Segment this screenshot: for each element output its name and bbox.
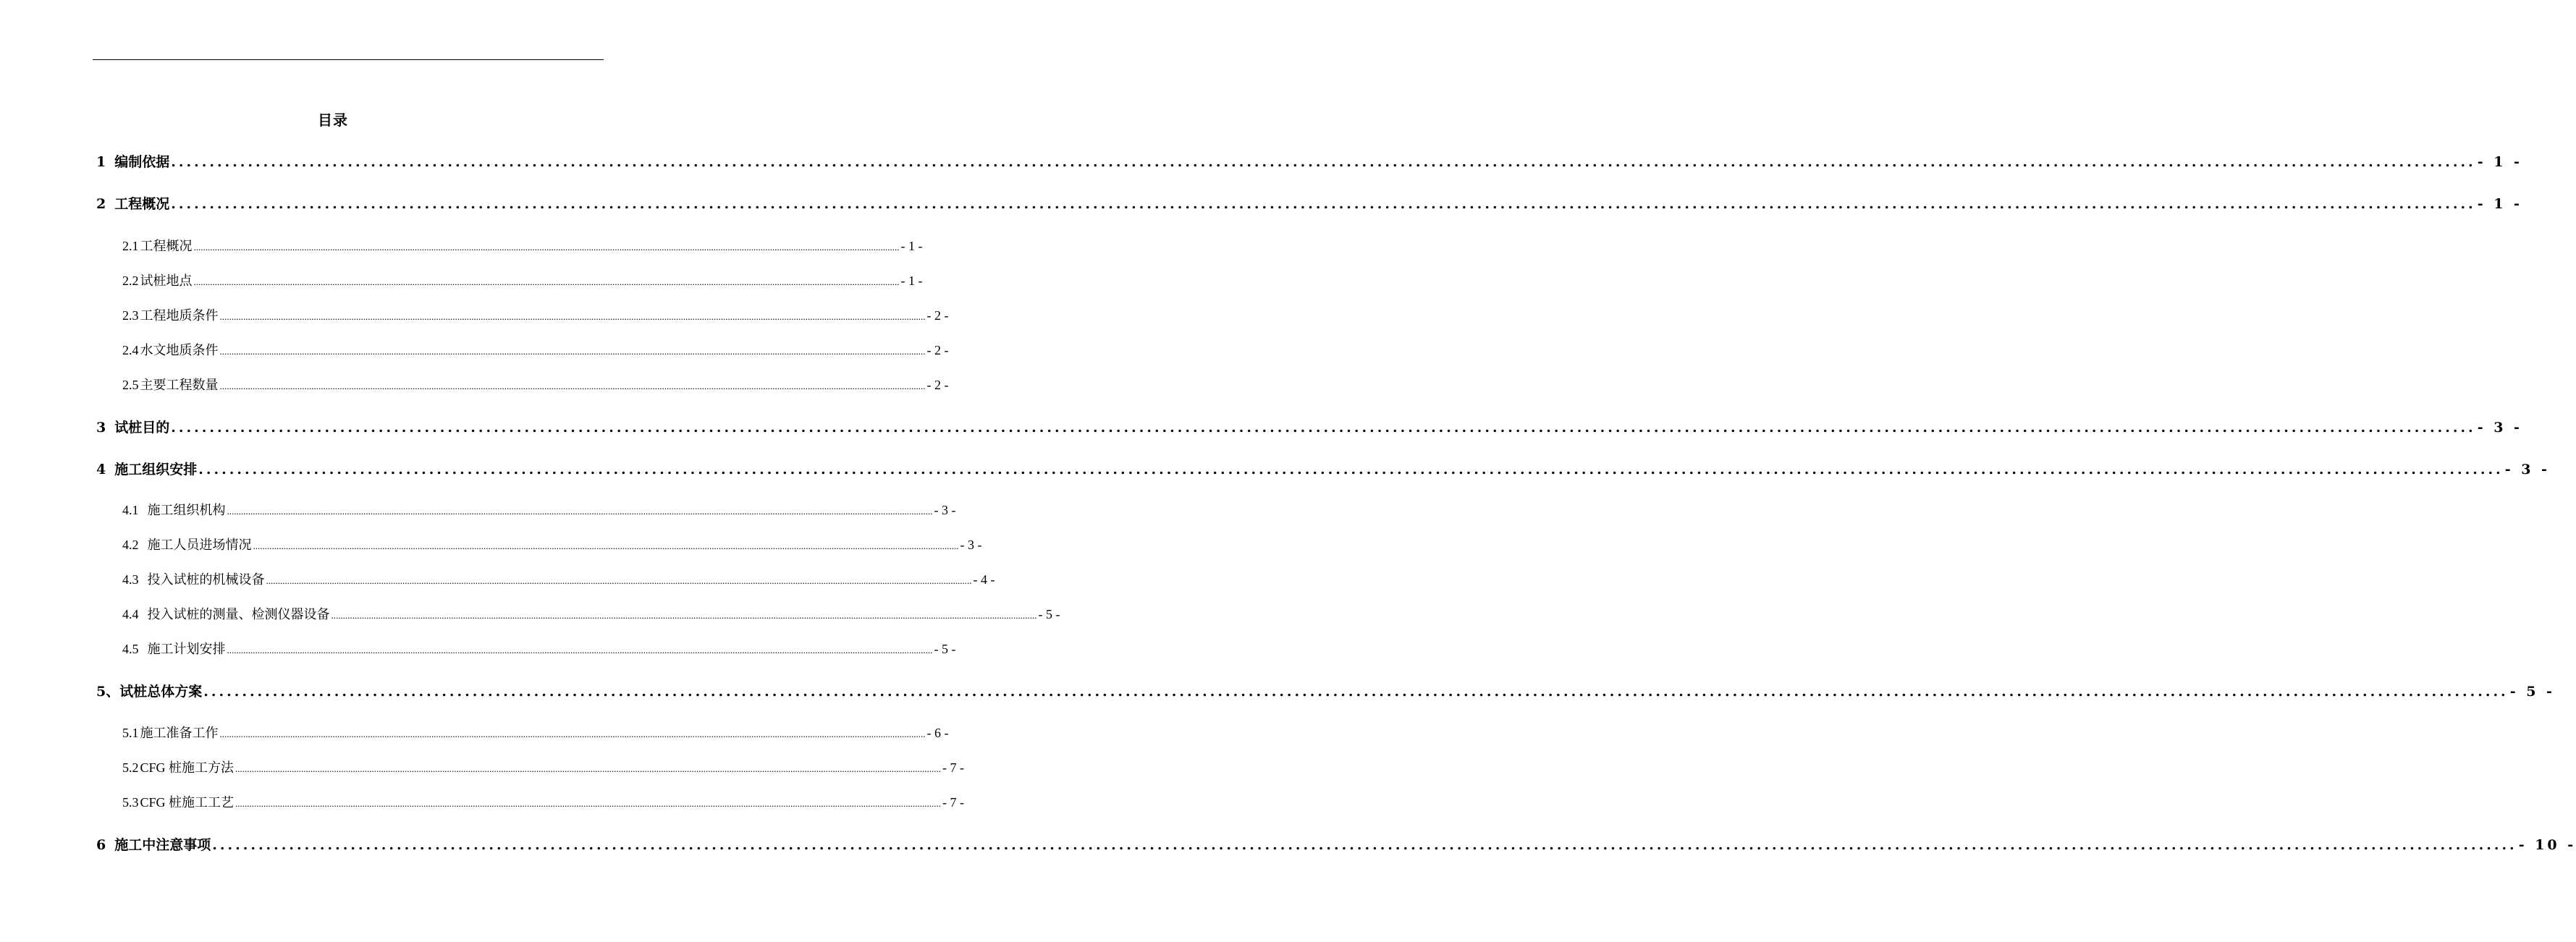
toc-entry-number: 3 bbox=[96, 420, 106, 436]
toc-entry-number: 2.1 bbox=[122, 239, 139, 253]
toc-dot-leader: ............................................................................................................................................................................................................................................................................................................ bbox=[193, 242, 900, 253]
toc-entry-title: 水文地质条件 bbox=[140, 343, 219, 357]
toc-entry-page: - 1 - bbox=[2477, 154, 2522, 170]
toc-dot-leader: ............................................................................................................................................................................................................................................................................................................ bbox=[203, 684, 2509, 700]
toc-subentry[interactable] bbox=[122, 604, 1060, 623]
toc-entry-title: 工程概况 bbox=[114, 196, 170, 212]
toc-entry-number: 5.3 bbox=[122, 795, 139, 810]
toc-subentry[interactable] bbox=[122, 271, 923, 289]
toc-entry-number: 2 bbox=[96, 196, 106, 212]
toc-entry-page: - 1 - bbox=[2477, 196, 2522, 212]
toc-dot-leader: ............................................................................................................................................................................................................................................................................................................ bbox=[219, 346, 926, 357]
toc-entry-page: - 5 - bbox=[934, 642, 956, 656]
toc-entry-number: 1 bbox=[96, 154, 106, 170]
toc-entry-number: 4.1 bbox=[122, 503, 139, 517]
toc-subentry[interactable] bbox=[122, 305, 949, 324]
toc-entry-page: - 7 - bbox=[942, 795, 965, 810]
toc-entry-page: - 4 - bbox=[973, 572, 995, 587]
toc-subentry[interactable] bbox=[122, 236, 923, 255]
toc-dot-leader: ............................................................................................................................................................................................................................................................................................................ bbox=[171, 154, 2476, 170]
toc-entry-page: - 3 - bbox=[934, 503, 956, 517]
toc-entry-number: 6 bbox=[96, 837, 106, 853]
toc-entry-page: - 3 - bbox=[960, 538, 982, 552]
toc-entry-page: - 2 - bbox=[926, 343, 949, 357]
toc-dot-leader: ............................................................................................................................................................................................................................................................................................................ bbox=[171, 420, 2476, 436]
toc-dot-leader: ............................................................................................................................................................................................................................................................................................................ bbox=[219, 311, 926, 322]
toc-title: 目录 bbox=[318, 111, 348, 129]
toc-entry-title: 工程概况 bbox=[140, 239, 193, 253]
toc-entry[interactable] bbox=[96, 417, 2522, 436]
toc-dot-leader: ............................................................................................................................................................................................................................................................................................................ bbox=[193, 276, 900, 287]
toc-dot-leader: ............................................................................................................................................................................................................................................................................................................ bbox=[219, 381, 926, 391]
toc-entry-page: - 5 - bbox=[2509, 684, 2555, 700]
toc-entry-title: CFG 桩施工方法 bbox=[140, 760, 235, 775]
toc-entry-title: CFG 桩施工工艺 bbox=[140, 795, 235, 810]
toc-subentry[interactable] bbox=[122, 723, 949, 742]
toc-subentry[interactable] bbox=[122, 792, 965, 811]
toc-entry-number: 4.2 bbox=[122, 538, 139, 552]
toc-dot-leader: ............................................................................................................................................................................................................................................................................................................ bbox=[235, 763, 942, 774]
toc-dot-leader: ............................................................................................................................................................................................................................................................................................................ bbox=[227, 645, 933, 655]
toc-entry-number: 5.2 bbox=[122, 760, 139, 775]
toc-entry-title: 编制依据 bbox=[114, 154, 170, 170]
toc-subentry[interactable] bbox=[122, 535, 982, 553]
toc-entry-number: 2.5 bbox=[122, 378, 139, 392]
toc-subentry[interactable] bbox=[122, 569, 995, 588]
toc-subentry[interactable] bbox=[122, 375, 949, 394]
toc-entry-title: 试桩目的 bbox=[114, 420, 170, 436]
toc-subentry[interactable] bbox=[122, 758, 965, 776]
toc-entry[interactable] bbox=[96, 459, 2550, 478]
toc-entry-number: 5、 bbox=[96, 684, 120, 700]
toc-entry-number: 5.1 bbox=[122, 726, 139, 740]
toc-entry-title: 投入试桩的机械设备 bbox=[147, 572, 265, 587]
toc-entry-page: - 2 - bbox=[926, 308, 949, 323]
toc-entry-title: 工程地质条件 bbox=[140, 308, 219, 323]
toc-dot-leader: ............................................................................................................................................................................................................................................................................................................ bbox=[212, 837, 2517, 853]
toc-entry-page: - 10 - bbox=[2518, 837, 2576, 853]
toc-entry-title: 施工组织安排 bbox=[114, 462, 198, 478]
toc-dot-leader: ............................................................................................................................................................................................................................................................................................................ bbox=[198, 462, 2504, 478]
toc-entry-title: 施工人员进场情况 bbox=[147, 538, 252, 552]
toc-subentry[interactable] bbox=[122, 500, 956, 519]
toc-entry-number: 4.4 bbox=[122, 607, 139, 621]
toc-entry-page: - 5 - bbox=[1038, 607, 1060, 621]
toc-entry-number: 2.3 bbox=[122, 308, 139, 323]
toc-dot-leader: ............................................................................................................................................................................................................................................................................................................ bbox=[227, 506, 933, 517]
toc-entry-page: - 7 - bbox=[942, 760, 965, 775]
toc-entry[interactable] bbox=[96, 151, 2522, 171]
toc-dot-leader: ............................................................................................................................................................................................................................................................................................................ bbox=[235, 798, 942, 809]
toc-entry-page: - 1 - bbox=[900, 239, 923, 253]
toc-entry-page: - 3 - bbox=[2477, 420, 2522, 436]
toc-entry[interactable] bbox=[96, 834, 2576, 854]
toc-entry[interactable] bbox=[96, 681, 2555, 700]
toc-entry-title: 主要工程数量 bbox=[140, 378, 219, 392]
toc-dot-leader: ............................................................................................................................................................................................................................................................................................................ bbox=[266, 575, 972, 586]
toc-subentry[interactable] bbox=[122, 639, 956, 658]
toc-entry-title: 施工中注意事项 bbox=[114, 837, 211, 853]
toc-entry-page: - 3 - bbox=[2504, 462, 2550, 478]
toc-entry-page: - 2 - bbox=[926, 378, 949, 392]
toc-entry-title: 试桩总体方案 bbox=[119, 684, 203, 700]
toc-entry-number: 2.2 bbox=[122, 273, 139, 288]
toc-dot-leader: ............................................................................................................................................................................................................................................................................................................ bbox=[253, 540, 959, 551]
toc-entry-title: 施工组织机构 bbox=[147, 503, 226, 517]
toc-entry-number: 4 bbox=[96, 462, 106, 478]
toc-entry-title: 试桩地点 bbox=[140, 273, 193, 288]
toc-entry-page: - 1 - bbox=[900, 273, 923, 288]
toc-entry-number: 4.5 bbox=[122, 642, 139, 656]
toc-dot-leader: ............................................................................................................................................................................................................................................................................................................ bbox=[171, 196, 2476, 212]
toc-entry[interactable] bbox=[96, 193, 2522, 213]
toc-dot-leader: ............................................................................................................................................................................................................................................................................................................ bbox=[219, 729, 926, 739]
toc-entry-number: 2.4 bbox=[122, 343, 139, 357]
toc-subentry[interactable] bbox=[122, 340, 949, 359]
toc-entry-title: 施工计划安排 bbox=[147, 642, 226, 656]
toc-entry-title: 投入试桩的测量、检测仪器设备 bbox=[147, 607, 330, 621]
toc-entry-number: 4.3 bbox=[122, 572, 139, 587]
toc-dot-leader: ............................................................................................................................................................................................................................................................................................................ bbox=[331, 610, 1037, 621]
toc-entry-page: - 6 - bbox=[926, 726, 949, 740]
toc-entry-title: 施工准备工作 bbox=[140, 726, 219, 740]
